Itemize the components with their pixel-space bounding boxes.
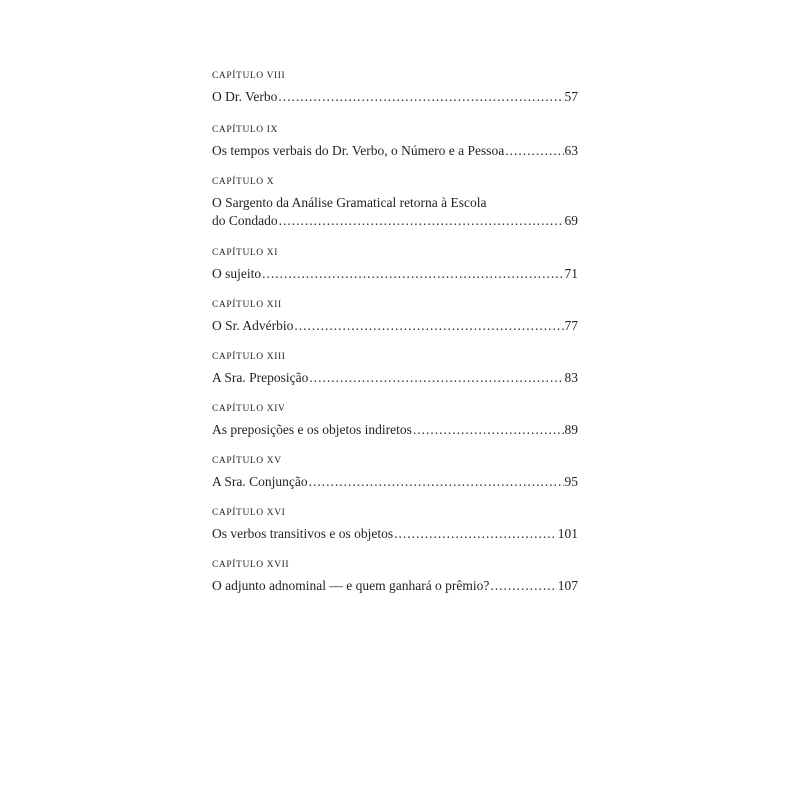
chapter-title-line-1: O Sargento da Análise Gramatical retorna à Escola [212,195,487,210]
toc-line[interactable] [212,317,578,335]
chapter-title: A Sra. Conjunção [212,474,308,489]
chapter-label: CAPÍTULO X [212,177,275,187]
chapter-label: CAPÍTULO XIV [212,404,286,414]
toc-line[interactable] [212,473,578,491]
dot-leader [394,525,557,543]
page-number: 77 [564,318,578,333]
toc-line[interactable] [212,88,578,106]
toc-entry [212,351,578,387]
page-number: 107 [557,578,578,593]
dot-leader [413,421,564,439]
toc-entry [212,176,578,230]
page-number: 63 [564,143,578,158]
toc-entry [212,247,578,283]
chapter-title: O adjunto adnominal — e quem ganhará o prêmio? [212,578,490,593]
page-number: 83 [564,370,578,385]
toc-entry [212,507,578,543]
page-number: 95 [564,474,578,489]
chapter-label: CAPÍTULO XVI [212,508,286,518]
toc-entry [212,70,578,106]
page-number: 89 [564,422,578,437]
toc-entry [212,124,578,160]
chapter-label: CAPÍTULO XV [212,456,282,466]
toc-entry [212,299,578,335]
dot-leader [309,369,563,387]
dot-leader [309,473,564,491]
chapter-label: CAPÍTULO XIII [212,352,286,362]
toc-entry [212,403,578,439]
toc-line[interactable] [212,265,578,283]
chapter-title: Os tempos verbais do Dr. Verbo, o Número e a Pessoa [212,143,505,158]
dot-leader [294,317,563,335]
chapter-title: O Dr. Verbo [212,89,278,104]
chapter-title: do Condado [212,213,278,228]
chapter-label: CAPÍTULO XI [212,248,278,258]
chapter-label: CAPÍTULO IX [212,125,278,135]
toc-entry [212,455,578,491]
toc-line[interactable] [212,142,578,160]
toc-entry [212,559,578,595]
chapter-label: CAPÍTULO XII [212,300,282,310]
chapter-title: As preposições e os objetos indiretos [212,422,412,437]
dot-leader [279,212,564,230]
chapter-title: O sujeito [212,266,262,281]
page-number: 101 [557,526,578,541]
chapter-title: O Sr. Advérbio [212,318,294,333]
chapter-title: Os verbos transitivos e os objetos [212,526,394,541]
page-number: 57 [564,89,578,104]
chapter-label: CAPÍTULO XVII [212,560,290,570]
toc-line[interactable] [212,525,578,543]
toc-line[interactable] [212,577,578,595]
table-of-contents [212,70,578,595]
toc-line[interactable] [212,421,578,439]
dot-leader [262,265,563,283]
dot-leader [505,142,563,160]
toc-line[interactable] [212,369,578,387]
page-number: 69 [564,213,578,228]
chapter-label: CAPÍTULO VIII [212,71,286,81]
chapter-title: A Sra. Preposição [212,370,309,385]
dot-leader [278,88,563,106]
page-number: 71 [564,266,578,281]
dot-leader [490,577,556,595]
toc-line[interactable] [212,212,578,230]
